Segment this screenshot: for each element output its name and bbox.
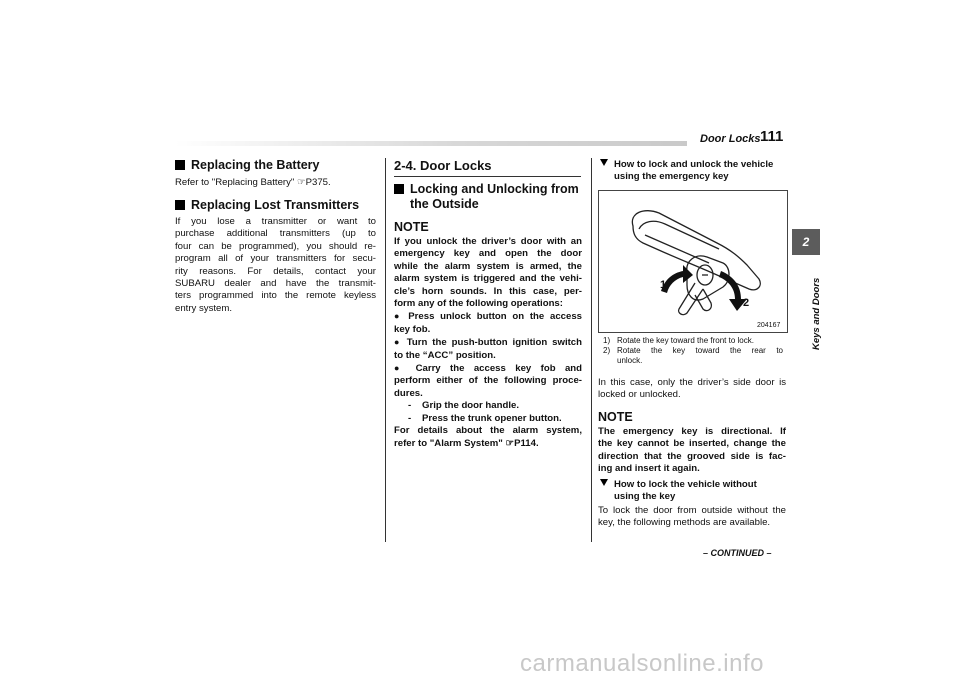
note-heading-2: NOTE: [598, 410, 633, 424]
figure-label-2: 2: [743, 297, 750, 309]
sub-item-2: - Press the trunk opener button.: [408, 412, 562, 424]
bullet-dot-icon: ●: [394, 337, 402, 348]
header-rule: [175, 141, 687, 146]
watermark: carmanualsonline.info: [520, 650, 764, 677]
chapter-title-vertical: [811, 260, 825, 350]
note-bullet-1: ● Press unlock button on the access key fob.: [394, 311, 582, 335]
bullet-dot-icon: ●: [394, 363, 407, 374]
lost-transmitters-paragraph: If you lose a transmitter or want to purchase additional transmitters (up to four can be programmed), you should re- program all of your transmitters for secu- rity reasons. For details, contact your SUBARU dealer and have the transmit- ters programmed into the remote keyless entry system.: [175, 216, 376, 314]
column-divider-2: [591, 158, 592, 542]
chapter-title-text: Keys and Doors: [811, 277, 822, 350]
section-title: 2-4. Door Locks: [394, 158, 492, 173]
lock-without-key-paragraph: To lock the door from outside without the key, the following methods are available.: [598, 505, 786, 529]
page-number: 111: [760, 128, 784, 145]
driver-door-paragraph: In this case, only the driver’s side door is locked or unlocked.: [598, 377, 786, 401]
note-bullet-3: ● Carry the access key fob and perform either of the following proce- dures.: [394, 363, 583, 399]
square-bullet-icon: [394, 184, 404, 194]
note-bullet-2: ● Turn the push-button ignition switch to the “ACC” position.: [394, 337, 582, 361]
header-section-title: Door Locks: [700, 133, 761, 145]
note-body-2: The emergency key is directional. If the key cannot be inserted, change the direction that the grooved side is fac- ing and insert it again.: [598, 426, 786, 475]
heading-locking-unlocking: Locking and Unlocking from the Outside: [394, 182, 584, 212]
figure-id: 204167: [757, 322, 781, 329]
note-heading: NOTE: [394, 220, 429, 234]
heading-replacing-lost-transmitters: Replacing Lost Transmitters: [175, 198, 385, 213]
continued-label: – CONTINUED –: [703, 548, 772, 558]
triangle-bullet-icon: [600, 159, 608, 166]
column-divider-1: [385, 158, 386, 542]
square-bullet-icon: [175, 160, 185, 170]
bullet-dot-icon: ●: [394, 311, 403, 322]
chapter-tab: 2: [792, 229, 820, 255]
sub-item-1: - Grip the door handle.: [408, 400, 520, 412]
door-handle-illustration: [599, 191, 787, 332]
figure-label-1: 1: [660, 279, 667, 291]
triangle-bullet-icon: [600, 479, 608, 486]
heading-emergency-key: How to lock and unlock the vehicle using the emergency key: [600, 159, 790, 183]
section-title-rule: [394, 176, 581, 177]
emergency-key-figure: [598, 190, 788, 333]
figure-caption: 1) Rotate the key toward the front to lock. 2) Rotate the key toward the rear to unlock.: [603, 336, 783, 365]
note-body: If you unlock the driver’s door with an emergency key and open the door while the alarm system is armed, the alarm system is triggered and the vehi- cle’s horn sounds. In this case, per- form any of the following operations: ● Press unlock button on the access key fob. ● Turn the push-button ignition switch to the “ACC” position. ● Carry the access key fob and perform either of the following proce- dures. - Grip the door handle. - Press the trunk opener button. For details about the alarm system, refer to "Alarm System" ☞P114.: [394, 236, 583, 449]
square-bullet-icon: [175, 200, 185, 210]
heading-replacing-battery: Replacing the Battery: [175, 158, 375, 173]
heading-lock-without-key: How to lock the vehicle without using the key: [600, 479, 790, 503]
replacing-battery-ref: Refer to "Replacing Battery" ☞P375.: [175, 177, 331, 188]
